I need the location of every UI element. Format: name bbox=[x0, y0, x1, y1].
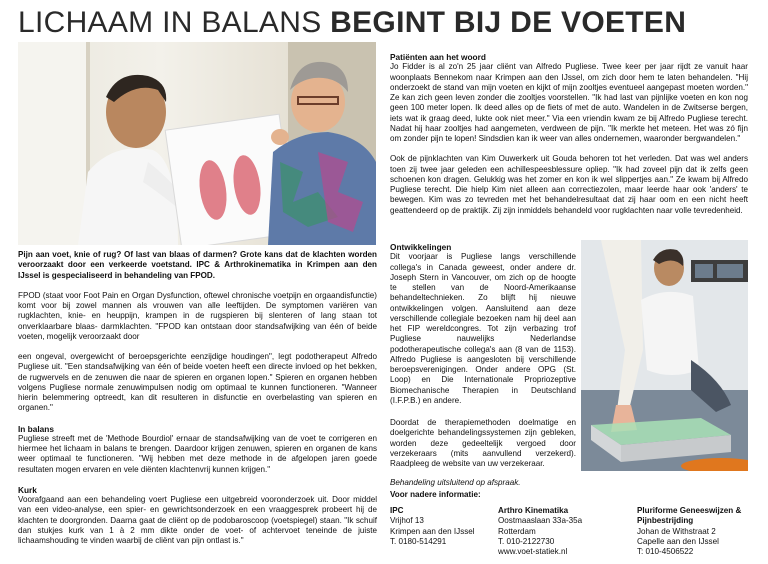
heading-in-balans: In balans bbox=[18, 423, 54, 434]
spacer bbox=[390, 144, 748, 154]
spacer bbox=[18, 414, 377, 424]
contact-city: Rotterdam bbox=[498, 526, 536, 536]
info-heading: Voor nadere informatie: bbox=[390, 490, 481, 500]
contact-name: Pluriforme Geneeswijzen & bbox=[637, 506, 742, 515]
contact-city: Capelle aan den IJssel bbox=[637, 536, 719, 546]
heading-kurk: Kurk bbox=[18, 484, 37, 495]
contact-website-link[interactable]: www.voet-statiek.nl bbox=[498, 547, 568, 557]
headline bbox=[18, 6, 758, 40]
intro-paragraph: Pijn aan voet, knie of rug? Of last van blaas of darmen? Grote kans dat de klachten worden veroorzaakt door een verkeerde voetstand. IPC & Arthrokinematika in Krimpen aan den IJssel is gespecialiseerd in behandeling van FPOD. bbox=[18, 250, 377, 280]
info-block bbox=[390, 478, 748, 501]
paragraph-vergoeding: Doordat de therapiemethoden doelmatige en doelgerichte behandelingssystemen zijn gebleken, worden deze gedeeltelijk vergoed door verzekeraars (mits aanvullend verzekerd). Raadpleeg de website van uw verzekeraar. bbox=[390, 418, 576, 468]
paragraph-jo-fidder: Jo Fidder is al zo'n 25 jaar cliënt van Alfredo Pugliese. Twee keer per jaar rijdt ze vanuit haar woonplaats Bennekom naar Krimpen aan den IJssel, om zich door hem te laten behandelen. "Hij onderzoekt de stand van mijn voeten en kijkt of mijn zooltjes eventueel aangepast moeten worden." Ze kan zich geen leven zonder die zooltjes voorstellen. "Ik had last van pijnlijke voeten en kon nog geen 100 meter lopen. Ik deed alles op de fiets of met de auto. Wandelen in de Zwitserse bergen, iets wat ik graag deed, lukte ook niet meer." Via een vriendin kwam ze bij Alfredo Pugliese terecht. Nadat hij haar zooltjes had aangemeten, verdween de pijn. "Ik merkte het meteen. Het was zó fijn om zonder pijn te lopen! Sindsdien kan ik weer van alles ondernemen, waaronder bergwandelen." bbox=[390, 62, 748, 143]
spacer bbox=[18, 342, 377, 352]
paragraph-ongeval: een ongeval, overgewicht of beroepsgerichte eenzijdige houdingen", legt podotherapeut Alfredo Pugliese uit. "Een standsafwijking van één of beide voeten heeft een directe invloed op het bekken, de rugwervels en de zenuwen die naar de spieren en organen lopen." Spieren en organen hebben volgens Pugliese normale zenuwimpulsen nodig om optimaal te kunnen functioneren. "Wanneer hierin belemmering optreedt, kan dit resulteren in disfunctie en overbelasting van spieren en organen." bbox=[18, 352, 377, 413]
heading-patienten: Patiënten aan het woord bbox=[390, 52, 486, 62]
column-left bbox=[18, 250, 377, 546]
heading-ontwikkelingen: Ontwikkelingen bbox=[390, 242, 452, 252]
contact-city: Krimpen aan den IJssel bbox=[390, 526, 475, 536]
contact-address: Johan de Withstraat 2 bbox=[637, 526, 716, 536]
afspraak-note: Behandeling uitsluitend op afspraak. bbox=[390, 478, 521, 487]
contact-name: IPC bbox=[390, 506, 404, 515]
paragraph-kurk: Voorafgaand aan een behandeling voert Pugliese een uitgebreid vooronderzoek uit. Door middel van een video-analyse, een spier- en gewrichtsonderzoek en een vraaggesprek probeert hij de klachten te doorgronden. Daarna gaat de cliënt op de podobaroscoop (voetspiegel) staan. "Ik schuif dan stukjes kurk van 1 à 2 mm dikte onder de voet- of achtervoet teneinde de juiste lichaamshouding te vinden waarbij de cliënt van pijn ontlast is." bbox=[18, 495, 377, 545]
headline-light: LICHAAM IN BALANS bbox=[18, 6, 331, 39]
contact-address: Oostmaaslaan 33a-35a bbox=[498, 516, 583, 526]
paragraph-kim-ouwerkerk: Ook de pijnklachten van Kim Ouwerkerk uit Gouda behoren tot het verleden. Dat was wel anders toen zij twee jaar geleden een achillespeesblessure opliep. "Ik had zoveel pijn dat ik zelfs geen schoenen kon dragen. Gelukkig was het zomer en kon ik wel slippertjes aan." Ze kwam bij Alfredo Pugliese terecht. Die hielp Kim niet alleen aan correctiezolen, maar leerde haar ook 'anders' te bewegen. Kim was zo tevreden met het behandelresultaat dat zij haar oom en een nicht heeft geattendeerd op de praktijk. Zij zijn inmiddels behandeld voor rugklachten naar volle tevredenheid. bbox=[390, 154, 748, 215]
spacer bbox=[18, 281, 377, 291]
headline-bold: BEGINT BIJ DE VOETEN bbox=[330, 6, 687, 39]
contact-ipc bbox=[390, 506, 510, 547]
contact-phone: T. 0180-514291 bbox=[390, 536, 447, 546]
contact-phone: T: 010-4506522 bbox=[637, 547, 694, 557]
paragraph-ontwikkelingen: Dit voorjaar is Pugliese langs verschillende collega's in Canada geweest, onder andere dr. Joseph Stern in Vancouver, om zich op de hoogte te stellen van de Noord-Amerikaanse behandeltechnieken. Zo blijft hij nieuwe ontwikkelingen volgen. Aansluitend aan deze verschillende collegiale bezoeken nam hij deel aan het FIP wereldcongres. Tot zijn verbazing trof Pugliese nauwelijks Nederlandse podotherapeutische collega's aan (8 van de 1153). Alfredo Pugliese is aangesloten bij verschillende beroepsverenigingen. Onder andere OPG (St. Loop) en Die Internationale Propriozeptive Biomechanische Therapien in Deutschland (I.F.P.B.) en andere. bbox=[390, 252, 576, 405]
contact-arthro bbox=[498, 506, 618, 557]
contact-pluriforme bbox=[637, 506, 765, 557]
column-right-narrow bbox=[390, 242, 576, 406]
paragraph-in-balans: Pugliese streeft met de 'Methode Bourdiol' ernaar de standsafwijking van de voet te corrigeren en hiermee het lichaam in balans te brengen. Daardoor krijgen zenuwen, spieren en organen de kans weer optimaal te functioneren. "Wij hebben met deze methode in de afgelopen jaren goede resultaten mogen ervaren en vele diënten klachtenvrij kunnen krijgen." bbox=[18, 433, 377, 474]
column-right-top bbox=[390, 52, 748, 216]
contact-phone: T. 010-2122730 bbox=[498, 536, 555, 546]
contact-name-line2: Pijnbestrijding bbox=[637, 516, 694, 526]
contact-address: Vrijhof 13 bbox=[390, 516, 424, 526]
spacer bbox=[18, 475, 377, 485]
paragraph-fpod: FPOD (staat voor Foot Pain en Organ Dysfunction, oftewel chronische voetpijn en orgaandisfunctie) komt voor bij zowel mannen als vrouwen van alle leeftijden. De symptomen variëren van rugklachten, knie- en heuppijn, krampen in de rugspieren bij slenteren of lang staan tot onverklaarbare blaas- darmklachten. "FPOD kan ontstaan door standsafwijking van één of beide voeten, mogelijk veroorzaakt door bbox=[18, 290, 377, 341]
photo-podobaroscope bbox=[581, 240, 748, 471]
column-right-vergoeding bbox=[390, 418, 576, 469]
photo-footprint-consultation bbox=[18, 42, 376, 245]
contact-name: Arthro Kinematika bbox=[498, 506, 569, 515]
